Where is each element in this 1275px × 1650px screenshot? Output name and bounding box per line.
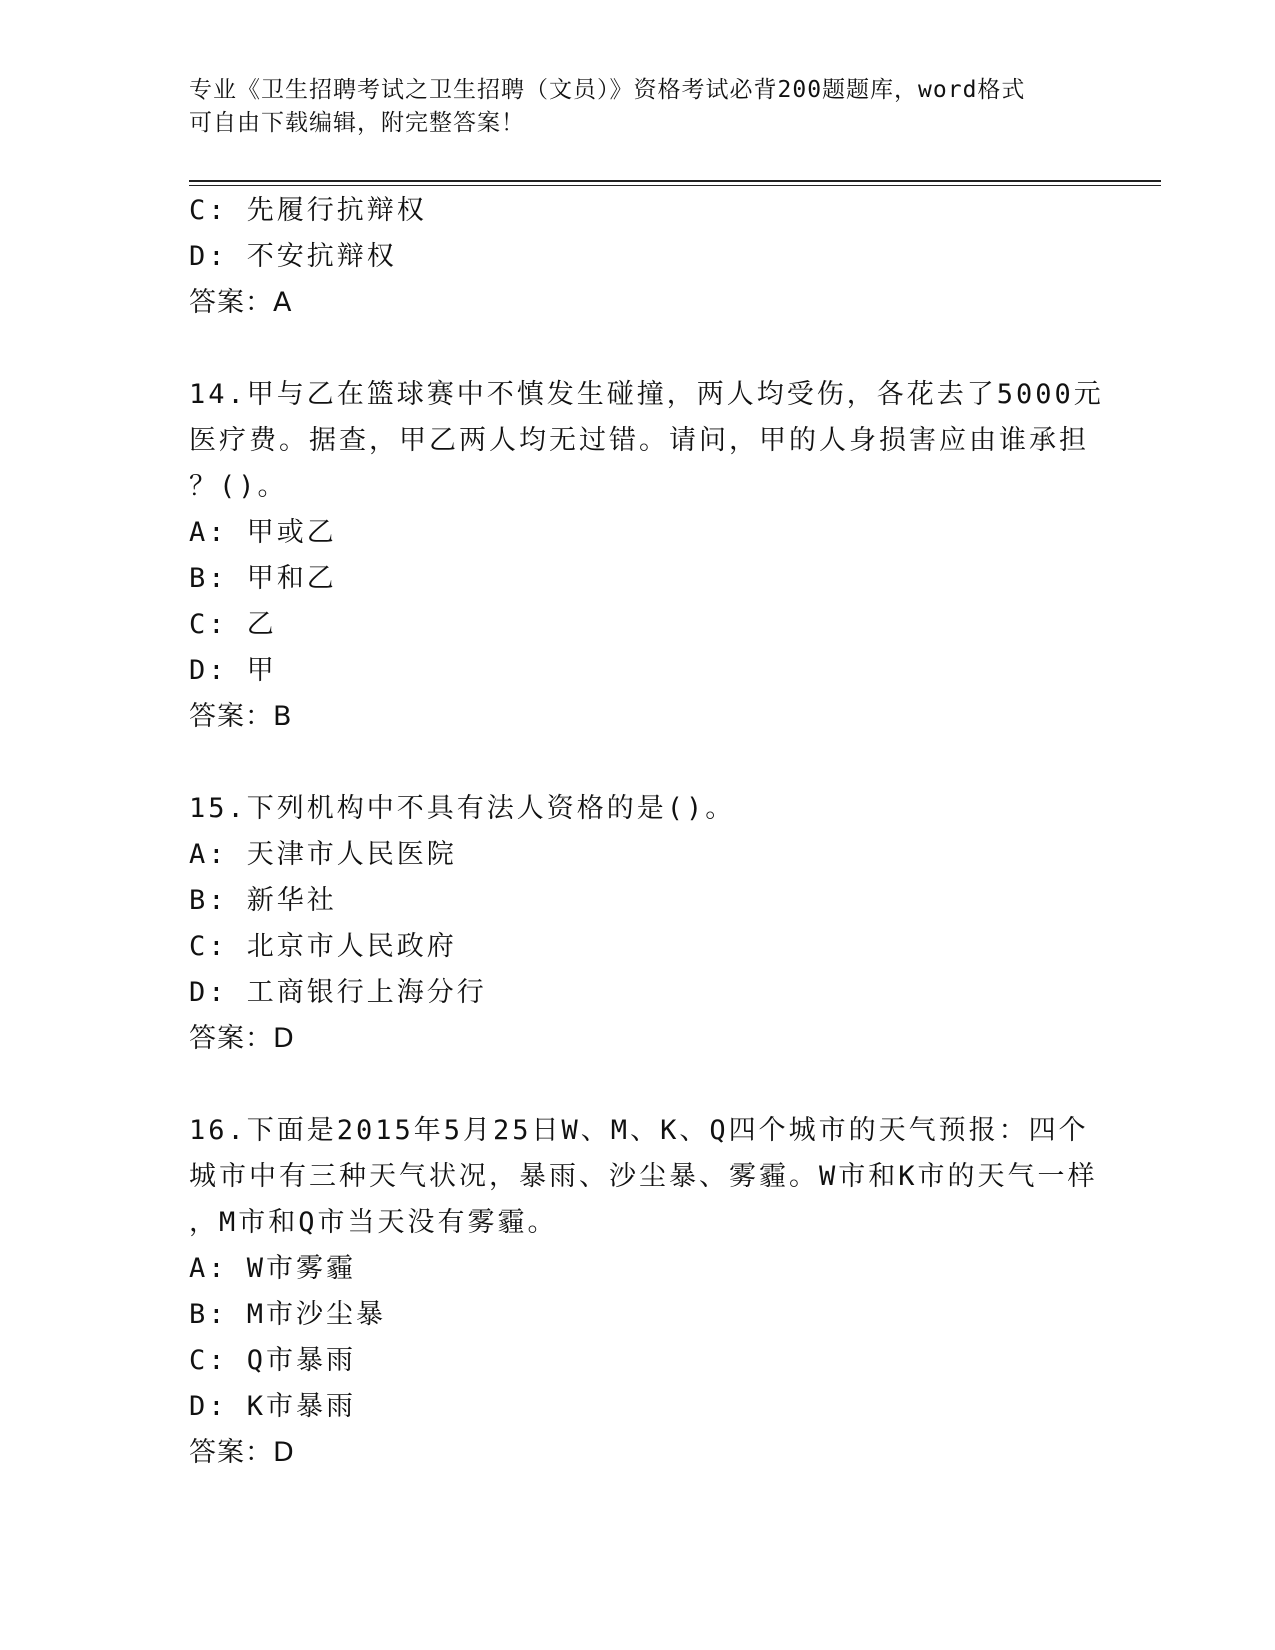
question-stem — [189, 372, 1104, 510]
question-stem-line: ？()。 — [189, 471, 288, 502]
option-d: D: 不安抗辩权 — [189, 241, 397, 272]
question-stem-line: 城市中有三种天气状况，暴雨、沙尘暴、雾霾。W市和K市的天气一样 — [189, 1161, 1098, 1192]
question-stem — [189, 786, 1089, 832]
option-d: D: 甲 — [189, 655, 277, 686]
question-block-13-continued — [189, 188, 1089, 326]
question-stem-line: 16.下面是2015年5月25日W、M、K、Q四个城市的天气预报：四个 — [189, 1115, 1089, 1146]
question-stem-line: 15.下列机构中不具有法人资格的是()。 — [189, 793, 736, 824]
spacer — [189, 326, 1089, 372]
spacer — [189, 1062, 1089, 1108]
option-a: A: 甲或乙 — [189, 517, 337, 548]
page-header — [189, 74, 1089, 140]
question-stem-line: 医疗费。据查，甲乙两人均无过错。请问，甲的人身损害应由谁承担 — [189, 425, 1089, 456]
answer-line: 答案：D — [189, 1437, 295, 1468]
option-b: B: 甲和乙 — [189, 563, 337, 594]
question-block-15 — [189, 786, 1089, 1062]
document-body — [189, 188, 1104, 1476]
header-title-line-2: 可自由下载编辑，附完整答案！ — [189, 110, 525, 136]
question-stem-line: 14.甲与乙在篮球赛中不慎发生碰撞，两人均受伤，各花去了5000元 — [189, 379, 1104, 410]
question-stem-line: ，M市和Q市当天没有雾霾。 — [189, 1207, 558, 1238]
option-c: C: 乙 — [189, 609, 277, 640]
option-d: D: 工商银行上海分行 — [189, 977, 487, 1008]
option-a: A: W市雾霾 — [189, 1253, 357, 1284]
answer-line: 答案：D — [189, 1023, 295, 1054]
question-block-16 — [189, 1108, 1098, 1476]
option-c: C: 北京市人民政府 — [189, 931, 457, 962]
header-divider-thin — [189, 185, 1161, 186]
option-b: B: M市沙尘暴 — [189, 1299, 387, 1330]
header-title-line-1: 专业《卫生招聘考试之卫生招聘（文员）》资格考试必背200题题库，word格式 — [189, 77, 1026, 103]
spacer — [189, 740, 1089, 786]
answer-line: 答案：B — [189, 701, 293, 732]
header-divider — [189, 180, 1161, 182]
question-block-14 — [189, 372, 1104, 740]
option-d: D: K市暴雨 — [189, 1391, 357, 1422]
option-c: C: Q市暴雨 — [189, 1345, 357, 1376]
question-stem — [189, 1108, 1098, 1246]
option-a: A: 天津市人民医院 — [189, 839, 457, 870]
option-b: B: 新华社 — [189, 885, 337, 916]
option-c: C: 先履行抗辩权 — [189, 195, 427, 226]
answer-line: 答案：A — [189, 287, 293, 318]
